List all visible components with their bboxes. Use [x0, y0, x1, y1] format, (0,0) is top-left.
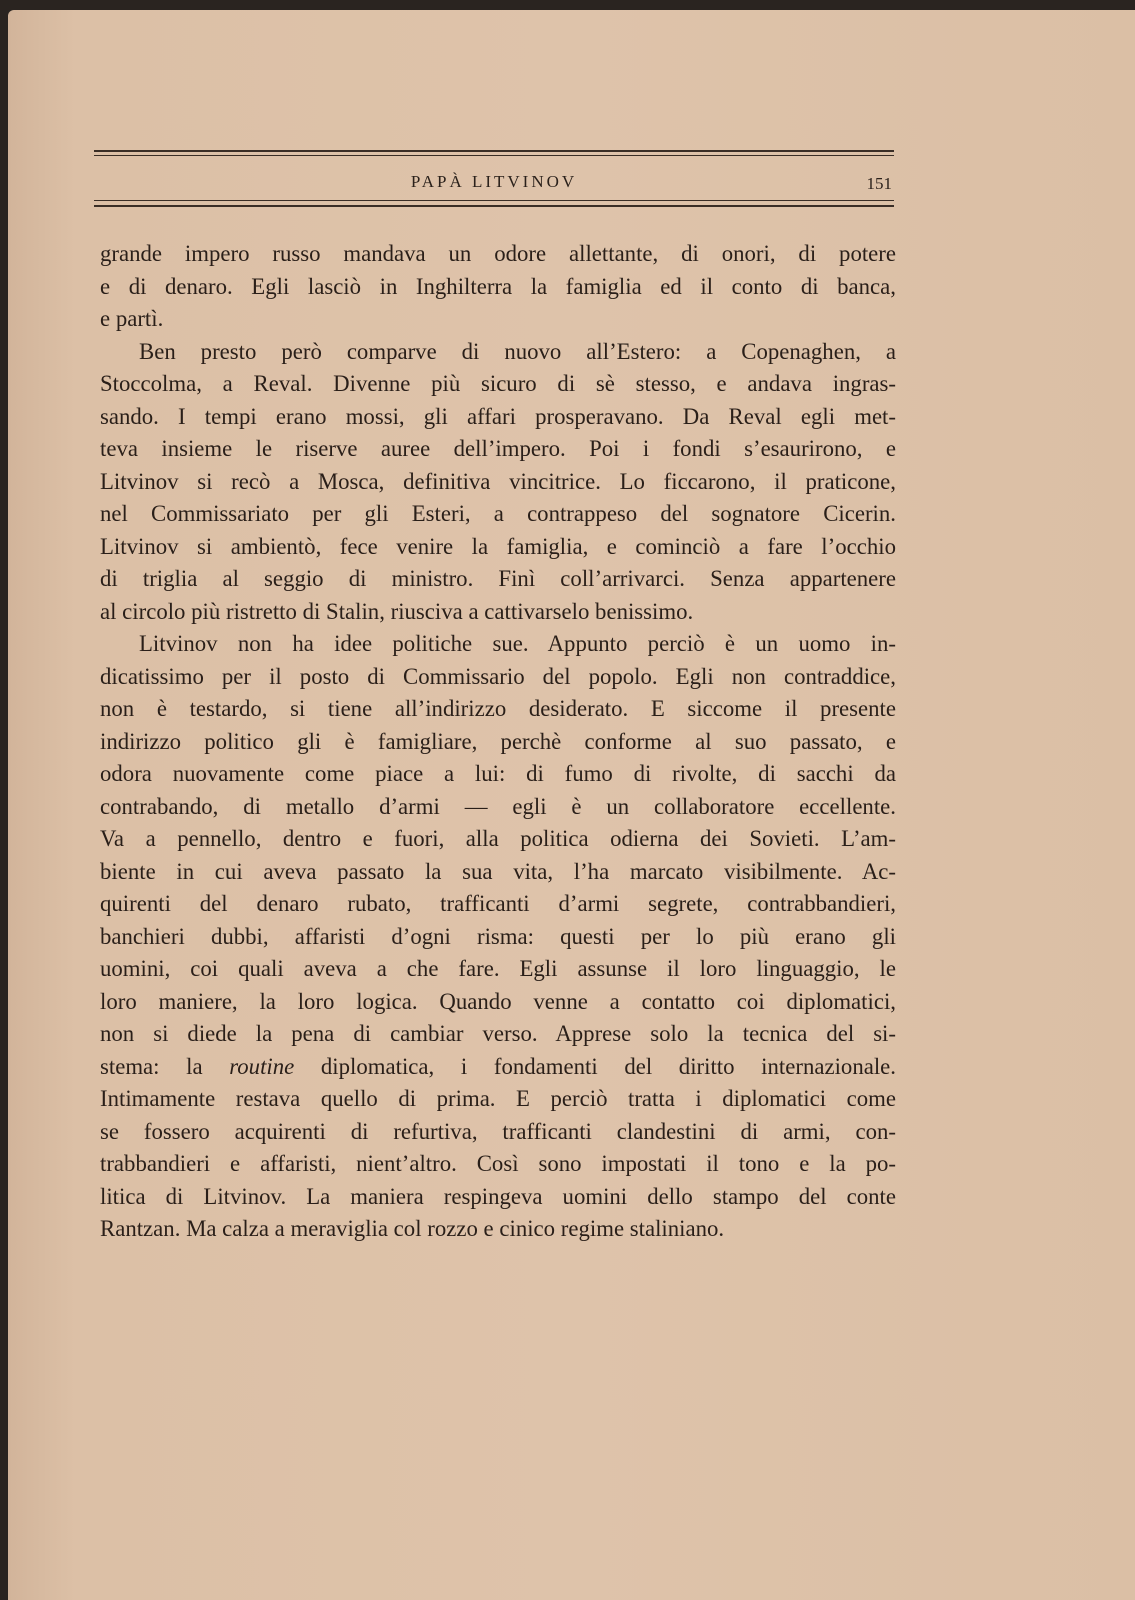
paragraph — [100, 336, 896, 629]
header-rule-bottom-thin — [94, 200, 894, 201]
text-line: Litvinov si recò a Mosca, definitiva vincitrice. Lo ficcarono, il praticone, — [100, 468, 896, 494]
header-rule-top — [94, 150, 894, 152]
text-line: grande impero russo mandava un odore allettante, di onori, di potere — [100, 241, 896, 266]
running-header — [94, 150, 894, 216]
page-number: 151 — [866, 174, 892, 193]
text-line: Va a pennello, dentro e fuori, alla politica odierna dei Sovieti. L’am- — [100, 826, 896, 851]
text-line: se fossero acquirenti di refurtiva, trafficanti clandestini di armi, con- — [100, 1118, 896, 1144]
text-line: Stoccolma, a Reval. Divenne più sicuro di sè stesso, e andava ingras- — [100, 371, 896, 396]
text-line: trabbandieri e affaristi, nient’altro. Così sono impostati il tono e la po- — [100, 1151, 896, 1176]
text-line: al circolo più ristretto di Stalin, riusciva a cattivarselo benissimo. — [100, 598, 694, 624]
header-rule-top-thin — [94, 155, 894, 156]
running-title: PAPÀ LITVINOV — [410, 172, 578, 191]
text-line: quirenti del denaro rubato, trafficanti d’armi segrete, contrabbandieri, — [100, 891, 896, 916]
text-line: dicatissimo per il posto di Commissario del popolo. Egli non contraddice, — [100, 663, 896, 689]
text-line: non si diede la pena di cambiar verso. Apprese solo la tecnica del si- — [100, 1021, 896, 1046]
text-line: e di denaro. Egli lasciò in Inghilterra la famiglia ed il conto di banca, — [100, 273, 896, 299]
text-line: Litvinov non ha idee politiche sue. Appunto perciò è un uomo in- — [139, 631, 896, 656]
text-line: banchieri dubbi, affaristi d’ogni risma: questi per lo più erano gli — [100, 923, 896, 949]
text-line: Ben presto però comparve di nuovo all’Estero: a Copenaghen, a — [139, 338, 896, 364]
header-rule-bottom — [94, 205, 894, 207]
text-line: indirizzo politico gli è famigliare, perchè conforme al suo passato, e — [100, 728, 896, 754]
text-line: e partì. — [100, 306, 164, 331]
text-line: biente in cui aveva passato la sua vita, l’ha marcato visibilmente. Ac- — [100, 858, 896, 884]
paragraph — [100, 238, 896, 336]
italic-term: routine — [229, 1053, 295, 1079]
text-line: uomini, coi quali aveva a che fare. Egli assunse il loro linguaggio, le — [100, 956, 896, 981]
text-line: Rantzan. Ma calza a meraviglia col rozzo e cinico regime staliniano. — [100, 1216, 725, 1241]
text-line: litica di Litvinov. La maniera respingeva uomini dello stampo del conte — [100, 1183, 896, 1209]
body-text — [100, 238, 896, 1246]
text-line: nel Commissariato per gli Esteri, a contrappeso del sognatore Cicerin. — [100, 501, 896, 526]
text-line: teva insieme le riserve auree dell’impero. Poi i fondi s’esaurirono, e — [100, 436, 896, 461]
text-line: di triglia al seggio di ministro. Finì coll’arrivarci. Senza appartenere — [100, 566, 896, 591]
text-line — [100, 1051, 896, 1084]
text-run: diplomatica, i fondamenti del diritto internazionale. — [294, 1053, 896, 1079]
text-line: non è testardo, si tiene all’indirizzo desiderato. E siccome il presente — [100, 696, 896, 721]
text-line: loro maniere, la loro logica. Quando venne a contatto coi diplomatici, — [100, 988, 896, 1014]
text-line: contrabando, di metallo d’armi — egli è un collaboratore eccellente. — [100, 793, 896, 819]
text-line: Intimamente restava quello di prima. E perciò tratta i diplomatici come — [100, 1086, 896, 1111]
paragraph — [100, 628, 896, 1246]
text-run: stema: la — [100, 1053, 230, 1079]
book-page — [8, 10, 1135, 1600]
text-line: odora nuovamente come piace a lui: di fumo di rivolte, di sacchi da — [100, 761, 896, 786]
text-line: sando. I tempi erano mossi, gli affari prosperavano. Da Reval egli met- — [100, 403, 896, 429]
text-line: Litvinov si ambientò, fece venire la famiglia, e cominciò a fare l’occhio — [100, 533, 896, 559]
